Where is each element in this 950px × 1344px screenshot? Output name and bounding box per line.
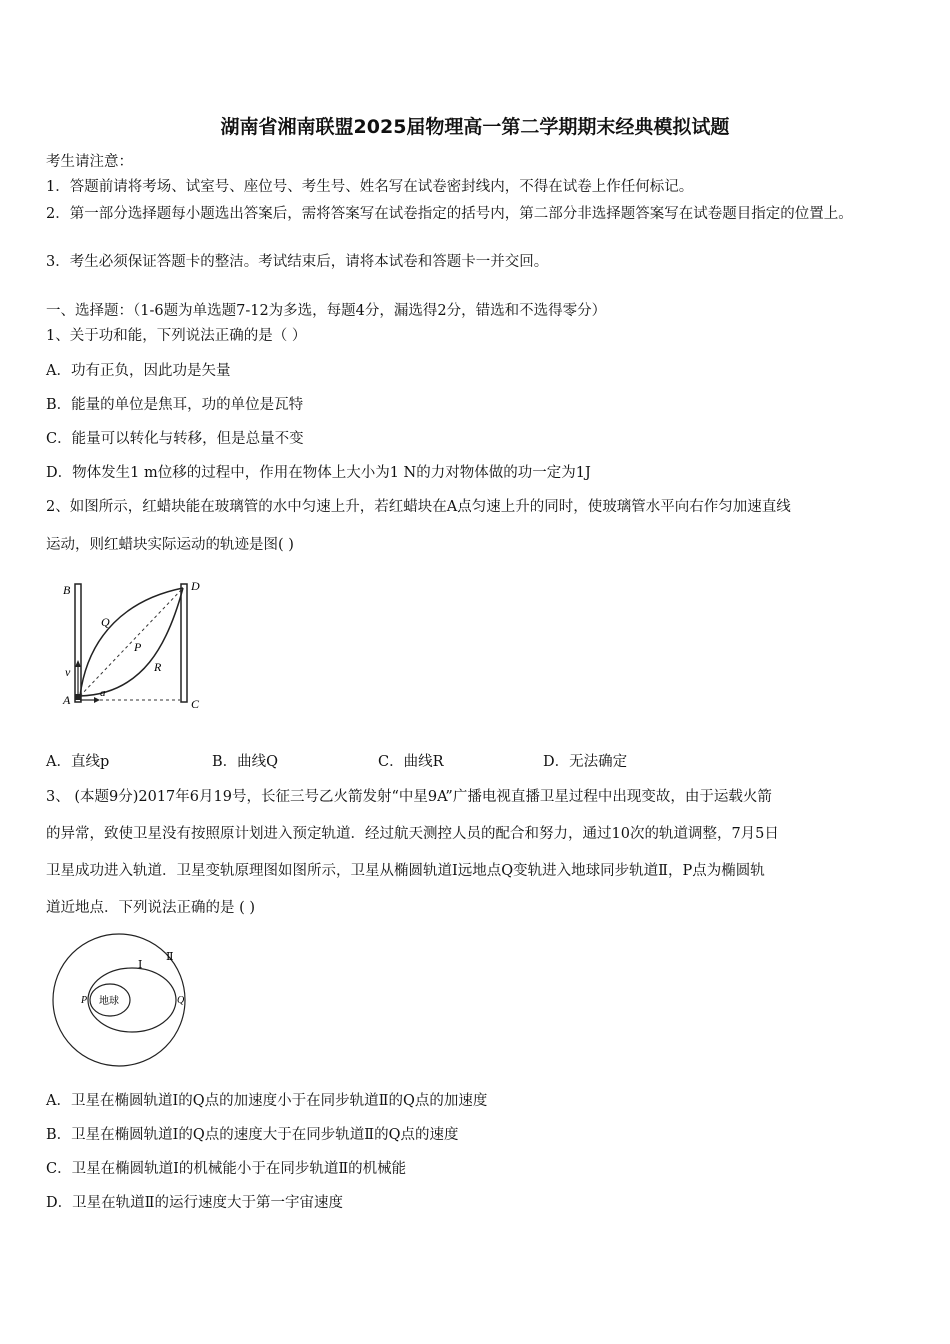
notice-item: 2．第一部分选择题每小题选出答案后，需将答案写在试卷指定的括号内，第二部分非选择题答案写在试卷题目指定的位置上。 bbox=[46, 206, 853, 222]
q3-stem-line: 道近地点．下列说法正确的是 ( ) bbox=[46, 900, 256, 916]
label-b: B bbox=[63, 583, 71, 597]
q1-stem: 1、关于功和能，下列说法正确的是（ ） bbox=[46, 328, 307, 344]
right-tube bbox=[181, 584, 187, 702]
label-q: Q bbox=[177, 995, 185, 1006]
q3-option-a: A．卫星在椭圆轨道Ⅰ的Q点的加速度小于在同步轨道Ⅱ的Q点的加速度 bbox=[46, 1093, 488, 1109]
label-a-accel: a bbox=[100, 687, 106, 699]
label-d: D bbox=[191, 579, 200, 593]
q3-stem-line: 的异常，致使卫星没有按照原计划进入预定轨道．经过航天测控人员的配合和努力，通过10次的轨道调整，7月5日 bbox=[46, 826, 779, 842]
q1-option-d: D．物体发生1 m位移的过程中，作用在物体上大小为1 N的力对物体做的功一定为1J bbox=[46, 465, 591, 481]
q2-option-c: C．曲线R bbox=[378, 754, 444, 770]
label-orbit-2: Ⅱ bbox=[166, 951, 174, 963]
label-orbit-1: Ⅰ bbox=[138, 959, 143, 971]
label-v: v bbox=[65, 665, 71, 679]
q1-option-c: C．能量可以转化与转移，但是总量不变 bbox=[46, 431, 304, 447]
velocity-arrowhead bbox=[75, 660, 81, 667]
q2-trajectory-figure bbox=[58, 574, 218, 716]
q3-option-d: D．卫星在轨道Ⅱ的运行速度大于第一宇宙速度 bbox=[46, 1195, 343, 1211]
section-heading: 一、选择题：（1-6题为单选题7-12为多选，每题4分，漏选得2分，错选和不选得零分） bbox=[46, 303, 607, 319]
page-title: 湖南省湘南联盟2025届物理高一第二学期期末经典模拟试题 bbox=[220, 116, 730, 138]
wax-block bbox=[75, 694, 81, 700]
q3-stem-line: 3、 (本题9分)2017年6月19号，长征三号乙火箭发射“中星9A”广播电视直播卫星过程中出现变故，由于运载火箭 bbox=[46, 789, 772, 805]
q1-option-b: B．能量的单位是焦耳，功的单位是瓦特 bbox=[46, 397, 304, 413]
q2-stem-line: 运动，则红蜡块实际运动的轨迹是图( ) bbox=[46, 537, 294, 553]
label-a-point: A bbox=[63, 693, 71, 707]
label-r: R bbox=[154, 660, 162, 674]
label-c: C bbox=[191, 697, 200, 711]
notice-item: 3．考生必须保证答题卡的整洁。考试结束后，请将本试卷和答题卡一并交回。 bbox=[46, 254, 549, 270]
notice-heading: 考生请注意： bbox=[46, 154, 133, 170]
q2-stem-line: 2、如图所示，红蜡块能在玻璃管的水中匀速上升，若红蜡块在A点匀速上升的同时，使玻璃管水平向右作匀加速直线 bbox=[46, 499, 791, 515]
q1-option-a: A．功有正负，因此功是矢量 bbox=[46, 363, 231, 379]
label-p: P bbox=[134, 640, 142, 654]
earth-label: 地球 bbox=[99, 996, 119, 1007]
q3-option-c: C．卫星在椭圆轨道Ⅰ的机械能小于在同步轨道Ⅱ的机械能 bbox=[46, 1161, 407, 1177]
q2-option-b: B．曲线Q bbox=[212, 754, 279, 770]
notice-item: 1．答题前请将考场、试室号、座位号、考生号、姓名写在试卷密封线内，不得在试卷上作任何标记。 bbox=[46, 179, 694, 195]
q2-option-a: A．直线p bbox=[46, 754, 110, 770]
q3-option-b: B．卫星在椭圆轨道Ⅰ的Q点的速度大于在同步轨道Ⅱ的Q点的速度 bbox=[46, 1127, 459, 1143]
label-p: P bbox=[81, 995, 88, 1006]
q2-option-d: D．无法确定 bbox=[543, 754, 628, 770]
q3-stem-line: 卫星成功进入轨道．卫星变轨原理图如图所示，卫星从椭圆轨道Ⅰ远地点Q变轨进入地球同步轨道Ⅱ，P点为椭圆轨 bbox=[46, 863, 765, 879]
q3-orbit-figure bbox=[46, 930, 196, 1070]
label-q: Q bbox=[101, 615, 110, 629]
